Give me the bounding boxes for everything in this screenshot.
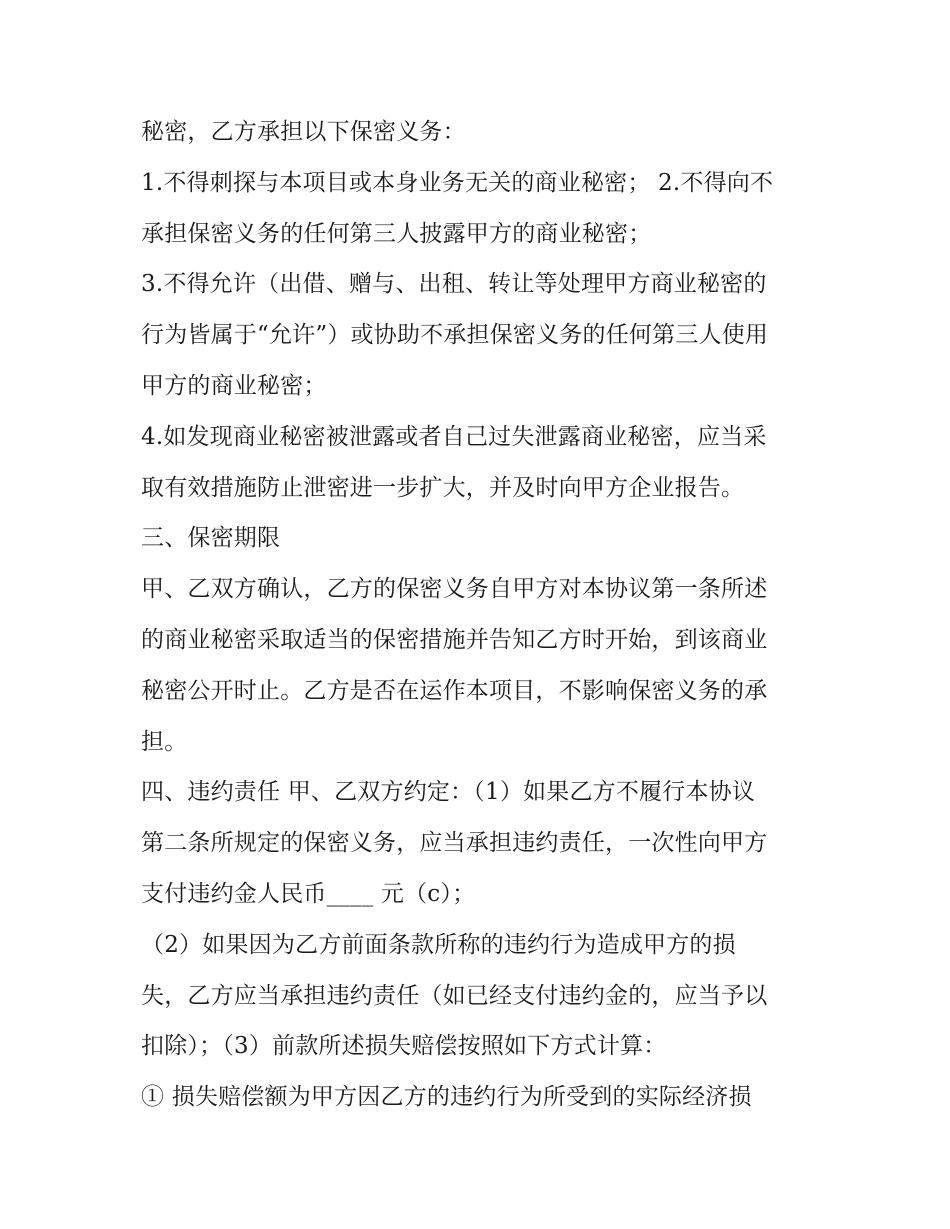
text-line: 承担保密义务的任何第三人披露甲方的商业秘密； [141,220,652,247]
text-line: 第二条所规定的保密义务，应当承担违约责任，一次性向甲方 [141,830,768,857]
text-line: ① 损失赔偿额为甲方因乙方的违约行为所受到的实际经济损 [141,1084,752,1111]
text-line: （2）如果因为乙方前面条款所称的违约行为造成甲方的损 [141,931,736,958]
text-line: 秘密，乙方承担以下保密义务： [141,119,466,145]
text-line: 的商业秘密采取适当的保密措施并告知乙方时开始，到该商业 [141,626,768,653]
text-line: 3.不得允许（出借、赠与、出租、转让等处理甲方商业秘密的 [141,271,767,298]
text-line: 4.如发现商业秘密被泄露或者自己过失泄露商业秘密，应当采 [141,423,767,450]
text-line: 行为皆属于“允许”）或协助不承担保密义务的任何第三人使用 [141,322,769,349]
text-line: 担。 [141,728,188,755]
document-body [141,107,821,1123]
text-line: 秘密公开时止。乙方是否在运作本项目，不影响保密义务的承 [141,677,768,704]
section-heading: 三、保密期限 [141,525,281,552]
text-line: 失，乙方应当承担违约责任（如已经支付违约金的，应当予以 [141,982,768,1009]
text-line: 扣除）；（3）前款所述损失赔偿按照如下方式计算： [141,1033,667,1060]
text-line: 支付违约金人民币____ 元（c）； [141,880,476,907]
text-line: 甲、乙双方确认，乙方的保密义务自甲方对本协议第一条所述 [141,576,768,603]
text-line: 四、违约责任 甲、乙双方约定：（1）如果乙方不履行本协议 [141,779,756,806]
text-line: 取有效措施防止泄密进一步扩大，并及时向甲方企业报告。 [141,474,745,501]
text-line: 1.不得刺探与本项目或本身业务无关的商业秘密； 2.不得向不 [141,169,774,196]
text-line: 甲方的商业秘密； [141,372,327,399]
